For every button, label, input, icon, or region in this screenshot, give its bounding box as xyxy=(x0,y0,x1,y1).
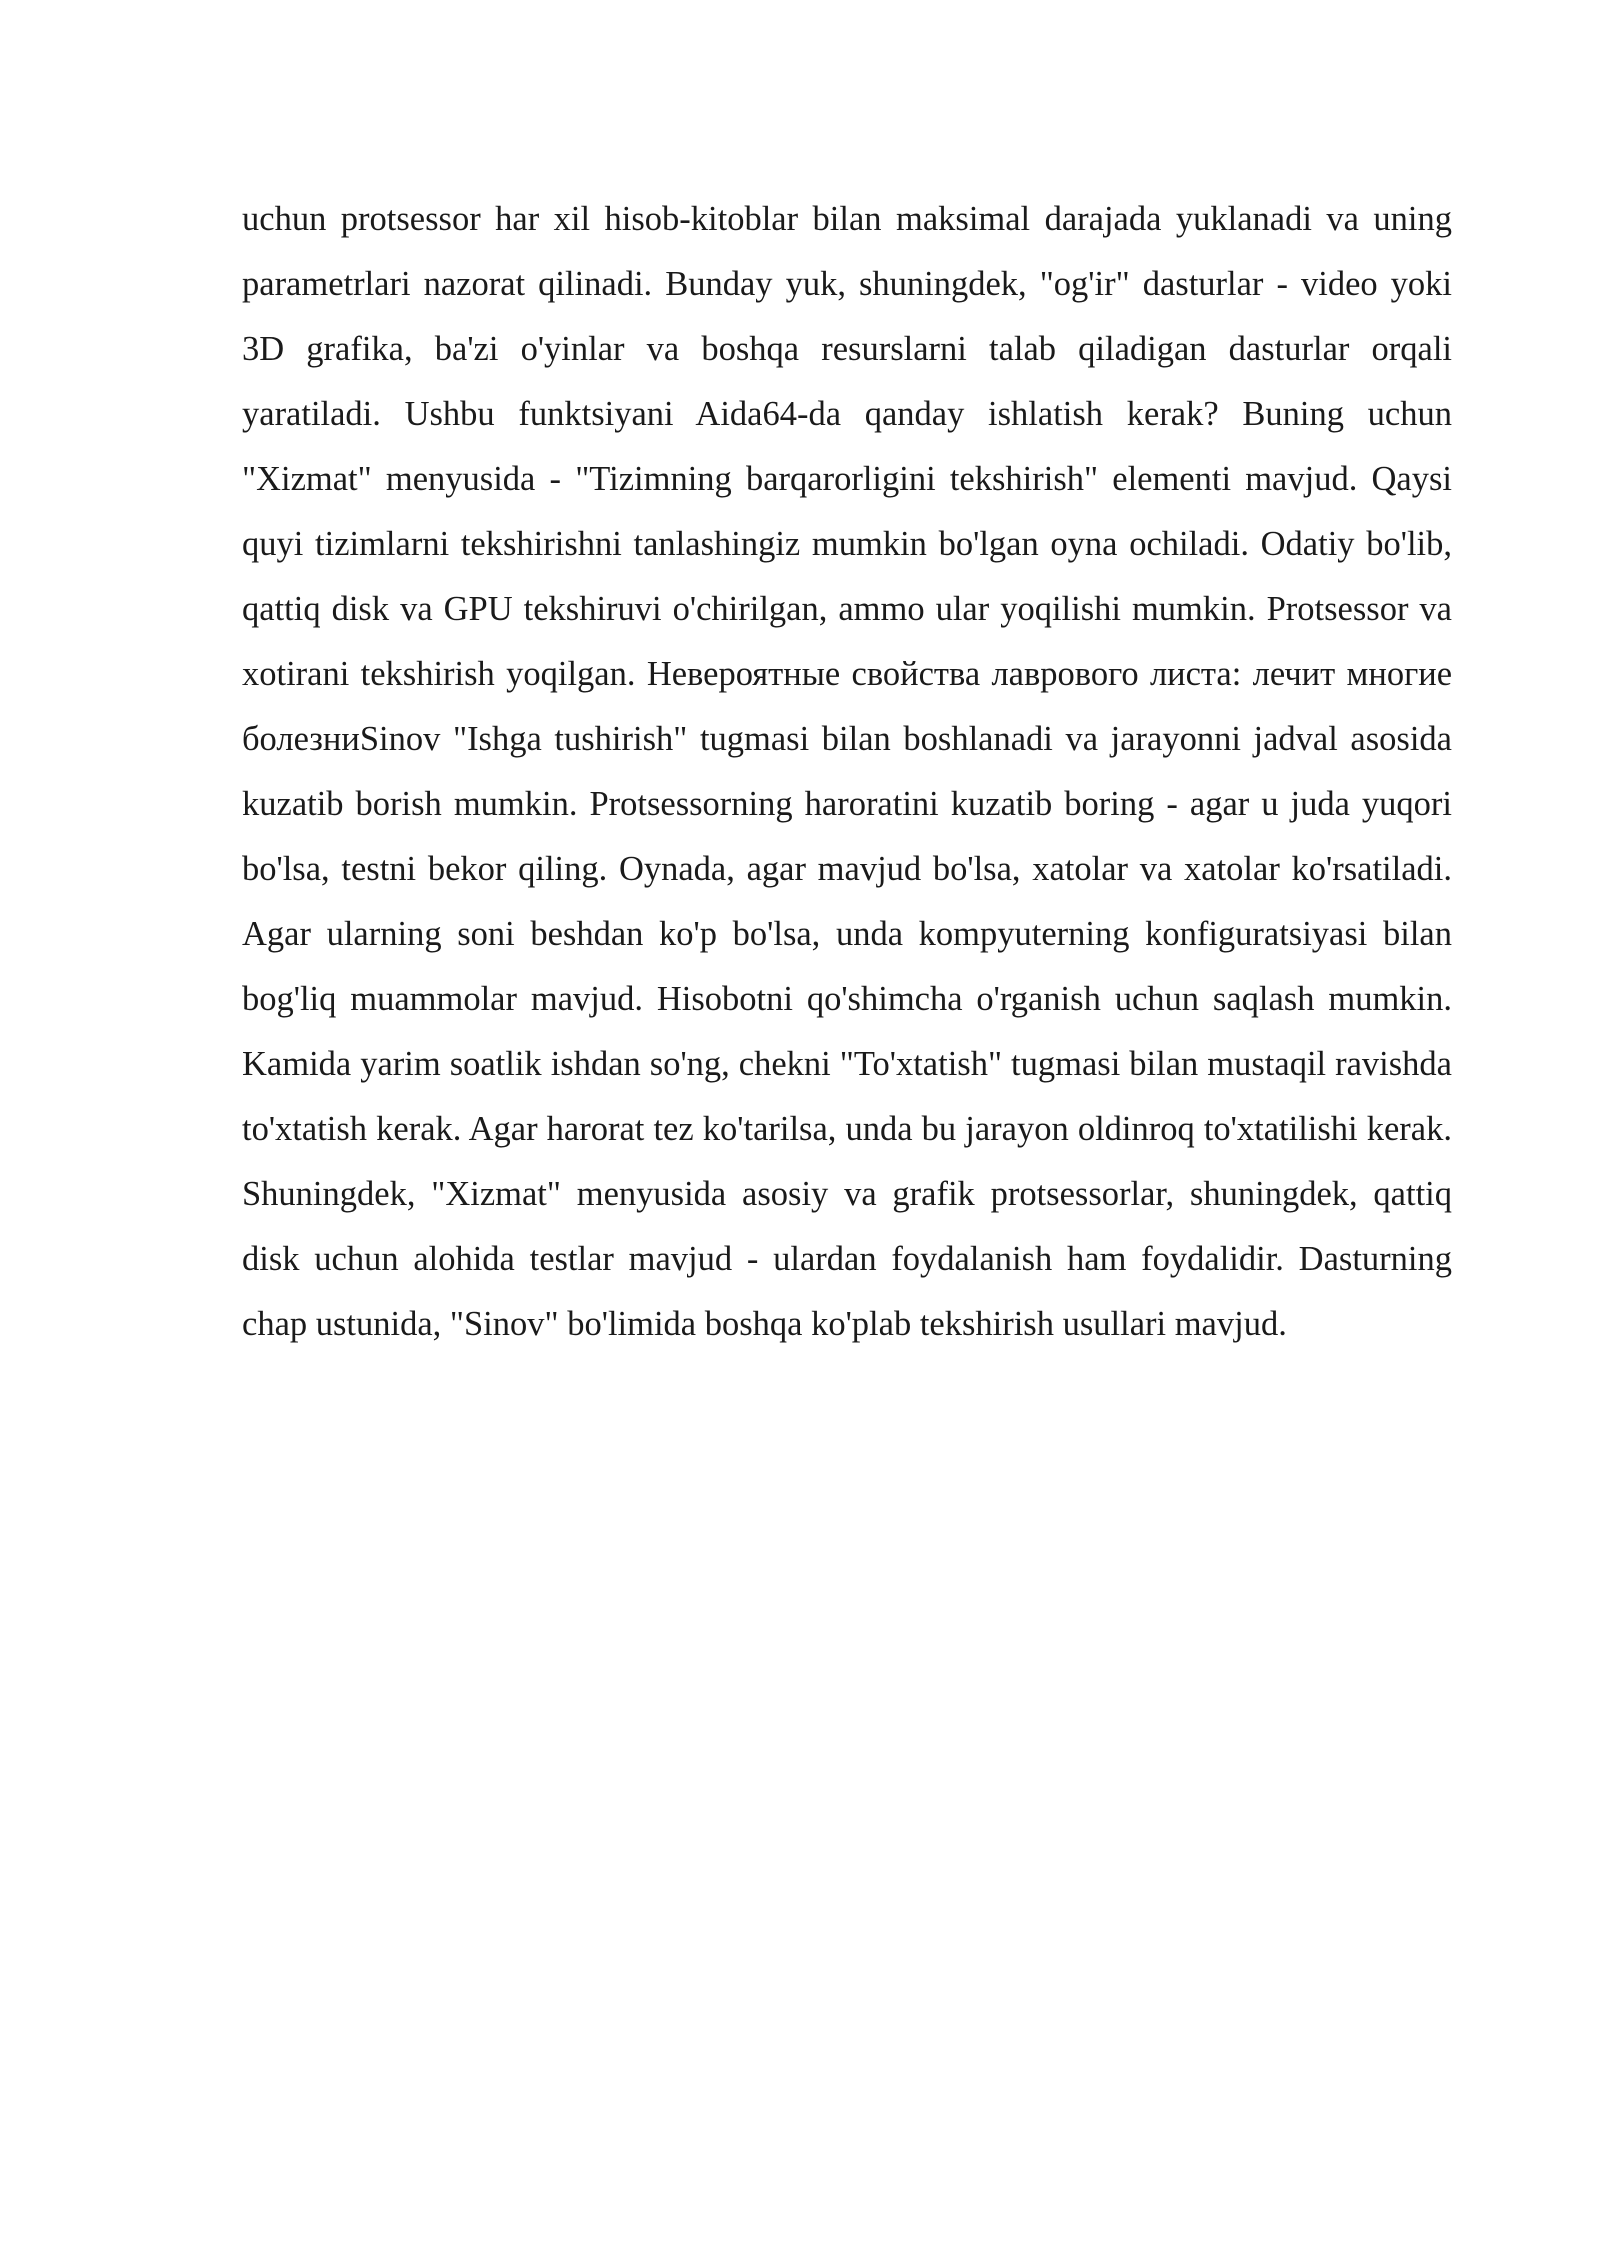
embedded-link-text: Невероятные свойства лаврового листа: лечит многие болезни xyxy=(242,655,1453,758)
body-paragraph xyxy=(242,187,1452,1357)
paragraph-text-part-1: uchun protsessor har xil hisob-kitoblar bilan maksimal darajada yuklanadi va uning parametrlari nazorat qilinadi. Bunday yuk, shuningdek, "og'ir" dasturlar - video yoki 3D grafika, ba'zi o'yinlar va boshqa resurslarni talab qiladigan dasturlar orqali yaratiladi. Ushbu funktsiyani Aida64-da qanday ishlatish kerak? Buning uchun "Xizmat" menyusida - "Tizimning barqarorligini tekshirish" elementi mavjud. Qaysi quyi tizimlarni tekshirishni tanlashingiz mumkin bo'lgan oyna ochiladi. Odatiy bo'lib, qattiq disk va GPU tekshiruvi o'chirilgan, ammo ular yoqilishi mumkin. Protsessor va xotirani tekshirish yoqilgan. xyxy=(242,200,1452,693)
paragraph-text-part-2: Sinov "Ishga tushirish" tugmasi bilan boshlanadi va jarayonni jadval asosida kuzatib borish mumkin. Protsessorning haroratini kuzatib boring - agar u juda yuqori bo'lsa, testni bekor qiling. Oynada, agar mavjud bo'lsa, xatolar va xatolar ko'rsatiladi. Agar ularning soni beshdan ko'p bo'lsa, unda kompyuterning konfiguratsiyasi bilan bog'liq muammolar mavjud. Hisobotni qo'shimcha o'rganish uchun saqlash mumkin. Kamida yarim soatlik ishdan so'ng, chekni "To'xtatish" tugmasi bilan mustaqil ravishda to'xtatish kerak. Agar harorat tez ko'tarilsa, unda bu jarayon oldinroq to'xtatilishi kerak. Shuningdek, "Xizmat" menyusida asosiy va grafik protsessorlar, shuningdek, qattiq disk uchun alohida testlar mavjud - ulardan foydalanish ham foydalidir. Dasturning chap ustunida, "Sinov" bo'limida boshqa ko'plab tekshirish usullari mavjud. xyxy=(242,720,1452,1343)
